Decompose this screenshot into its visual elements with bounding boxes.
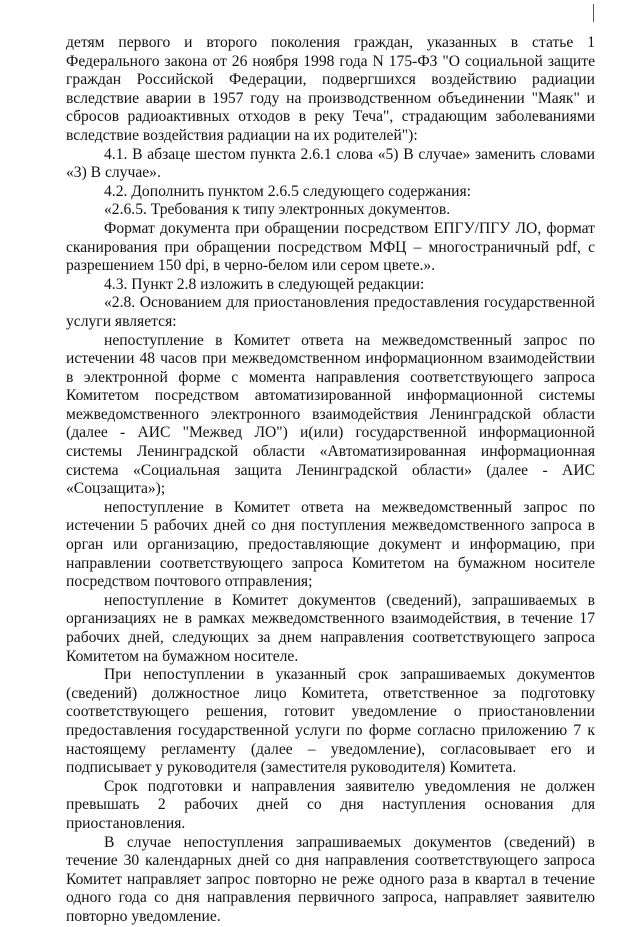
paragraph-item-4-1: 4.1. В абзаце шестом пункта 2.6.1 слова «5) В случае» заменить словами «3) В случае». [66,145,595,182]
paragraph-document-format: Формат документа при обращении посредством ЕПГУ/ПГУ ЛО, формат сканирования при обращении посредством МФЦ – многостраничный pdf, с разрешением 150 dpi, в черно-белом или сером цвете.». [66,219,595,275]
page-edge-mark [593,4,598,22]
paragraph-continuation: детям первого и второго поколения граждан, указанных в статье 1 Федерального закона от 26 ноября 1998 года N 175-ФЗ "О социальной защите граждан Российской Федерации, подвергшихся воздействию радиации вследствие аварии в 1957 году на производственном объединении "Маяк" и сбросов радиоактивных отходов в реку Теча", страдающим заболеваниями вследствие воздействия радиации на их родителей"): [66,34,595,144]
paragraph-ground-5-days: непоступление в Комитет ответа на межведомственный запрос по истечении 5 рабочих дней со дня поступления межведомственного запроса в орган или организацию, предоставляющие документ и информацию, при направлении соответствующего запроса Комитетом на бумажном носителе посредством почтового отправления; [66,498,595,591]
paragraph-repeat-request: В случае непоступления запрашиваемых документов (сведений) в течение 30 календарных дней со дня направления соответствующего запроса Комитет направляет запрос повторно не реже одного раза в квартал в течение одного года со дня направления первичного запроса, направляет заявителю повторно уведомление. [66,833,595,925]
paragraph-item-4-2: 4.2. Дополнить пунктом 2.6.5 следующего содержания: [104,182,472,200]
paragraph-ground-48-hours: непоступление в Комитет ответа на межведомственный запрос по истечении 48 часов при межведомственном информационном взаимодействии в электронной форме с момента направления соответствующего запроса Комитетом посредством автоматизированной информационной системы межведомственного электронного взаимодействия Ленинградской области (далее - АИС "Межвед ЛО") и(или) государственной информационной системы Ленинградской области «Автоматизированная информационная система «Социальная защита Ленинградской области» (далее - АИС «Соцзащита»); [66,331,595,498]
paragraph-item-2-6-5: «2.6.5. Требования к типу электронных документов. [104,201,451,219]
paragraph-deadline: Срок подготовки и направления заявителю уведомления не должен превышать 2 рабочих дней со дня наступления основания для приостановления. [66,777,595,832]
paragraph-ground-17-days: непоступление в Комитет документов (сведений), запрашиваемых в организациях не в рамках межведомственного взаимодействия, в течение 17 рабочих дней, следующих за днем направления соответствующего запроса Комитетом на бумажном носителе. [66,591,595,665]
document-body [66,34,595,927]
paragraph-item-2-8: «2.8. Основанием для приостановления предоставления государственной услуги является: [66,294,595,330]
paragraph-item-4-3: 4.3. Пункт 2.8 изложить в следующей редакции: [104,275,425,293]
paragraph-notification: При непоступлении в указанный срок запрашиваемых документов (сведений) должностное лицо Комитета, ответственное за подготовку соответствующего решения, готовит уведомление о приостановлении предоставления государственной услуги по форме согласно приложению 7 к настоящему регламенту (далее – уведомление), согласовывает его и подписывает у руководителя (заместителя руководителя) Комитета. [66,666,595,777]
